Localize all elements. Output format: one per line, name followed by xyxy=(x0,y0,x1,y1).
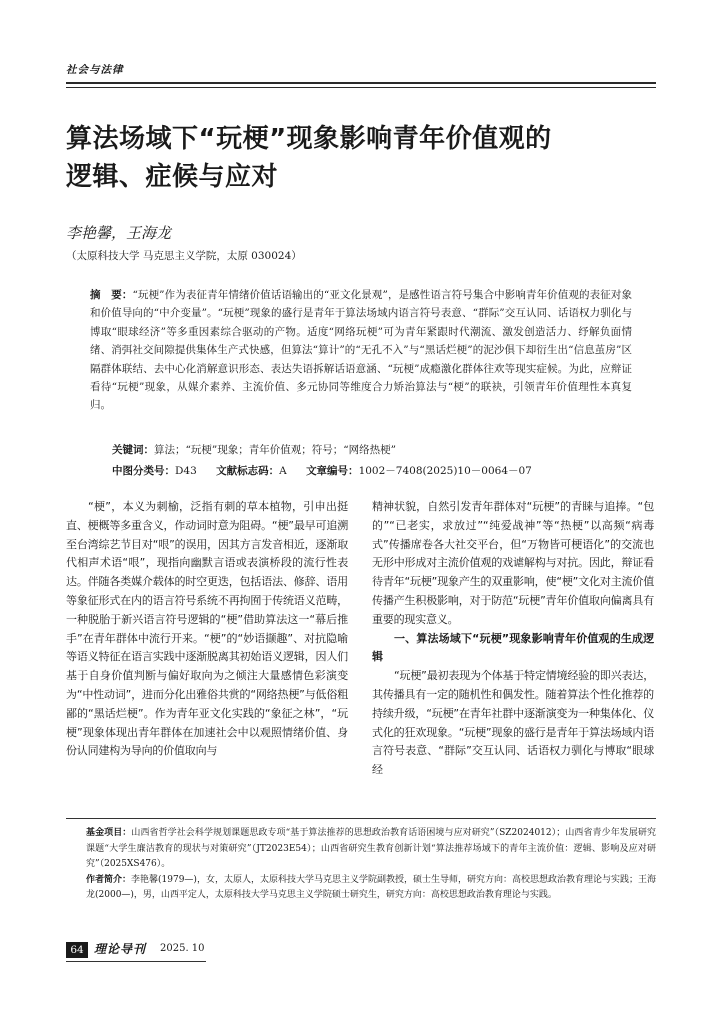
title-line-2: 逻辑、症候与应对 xyxy=(66,162,279,192)
author-bio-text: 李艳馨(1979—)，女，太原人，太原科技大学马克思主义学院副教授，硕士生导师，研究方向：高校思想政治教育理论与实践；王海龙(2000—)，男，山西平定人，太原科技大学马克思主义学院硕士研究生，研究方向：高校思想政治教育理论与实践。 xyxy=(86,874,656,900)
keywords-label: 关键词： xyxy=(112,444,154,456)
funding-label: 基金项目： xyxy=(86,828,132,838)
article-meta xyxy=(112,463,532,478)
clc-label: 中图分类号： xyxy=(112,465,175,477)
title-line-1: 算法场域下“玩梗”现象影响青年价值观的 xyxy=(66,124,552,154)
article-title xyxy=(66,120,666,196)
section-heading: 一、算法场域下“玩梗”现象影响青年价值观的生成逻辑 xyxy=(372,631,654,664)
body-paragraph: 精神状貌，自然引发青年群体对“玩梗”的青睐与追捧。“包的”“已老实，求放过”“纯爱战神”等“热梗”以高频“病毒式”传播席卷各大社交平台，但“万物皆可梗语化”的交流也无形中形成对主流价值观的戏谑解构与对抗。因此，辩证看待青年“玩梗”现象产生的双重影响，使“梗”文化对主流价值传播产生积极影响，对于防范“玩梗”青年价值取向偏离具有重要的现实意义。 xyxy=(372,500,654,626)
body-paragraph: “玩梗”最初表现为个体基于特定情境经验的即兴表达，其传播具有一定的随机性和偶发性。随着算法个性化推荐的持续升级，“玩梗”在青年社群中逐渐演变为一种集体化、仪式化的狂欢现象。“玩梗”现象的盛行是青年于算法场域内语言符号表意、“群际”交互认同、话语权力驯化与博取“眼球经 xyxy=(372,669,654,777)
journal-name: 理论导刊 xyxy=(94,942,147,956)
keywords-text: 算法；“玩梗”现象；青年价值观；符号；“网络热梗” xyxy=(154,444,396,456)
affiliation: （太原科技大学 马克思主义学院，太原 030024） xyxy=(66,250,302,262)
funding-note xyxy=(86,826,656,873)
footer-rule xyxy=(66,961,206,962)
clc-value: D43 xyxy=(175,465,197,477)
footnote-rule xyxy=(66,818,656,819)
issue-date: 2025. 10 xyxy=(160,943,205,954)
section-label: 社会与法律 xyxy=(66,64,124,76)
authors: 李艳馨，王海龙 xyxy=(66,224,172,242)
header-rule xyxy=(66,82,656,84)
funding-text: 山西省哲学社会科学规划课题思政专项“基于算法推荐的思想政治教育话语困境与应对研究”（SZ2024012）；山西省青少年发展研究课题“大学生廉洁教育的现状与对策研究”（JT2023E54）；山西省研究生教育创新计划“算法推荐场域下的青年主流价值：逻辑、影响及应对研究”（2025XS476）。 xyxy=(86,828,656,869)
abstract-text: “玩梗”作为表征青年情绪价值话语输出的“亚文化景观”，是感性语言符号集合中影响青年价值观的表征对象和价值导向的“中介变量”。“玩梗”现象的盛行是青年于算法场域内语言符号表意、“群际”交互认同、话语权力驯化与博取“眼球经济”等多重因素综合驱动的产物。适度“网络玩梗”可为青年紧跟时代潮流、激发创造活力、纾解负面情绪、消弭社交间隙提供集体生产式快感，但算法“算计”的“无孔不入”与“黑话烂梗”的泥沙俱下却衍生出“信息茧房”区隔群体联结、去中心化消解意识形态、表达失语拆解话语意涵、“玩梗”成瘾激化群体往欢等现实症候。为此，应辩证看待“玩梗”现象，从媒介素养、主流价值、多元协同等维度合力矫治算法与“梗”的联袂，引领青年价值理性本真复归。 xyxy=(90,289,632,412)
doc-code-label: 文献标志码： xyxy=(216,465,280,477)
author-bio-label: 作者简介： xyxy=(86,874,132,885)
footnotes xyxy=(86,826,656,904)
doc-code-value: A xyxy=(279,465,287,477)
article-number-value: 1002－7408(2025)10－0064－07 xyxy=(358,465,532,477)
abstract xyxy=(90,286,632,415)
abstract-label: 摘 要： xyxy=(90,289,133,301)
article-number-label: 文章编号： xyxy=(306,465,359,477)
body-paragraph: “梗”，本义为刺榆，泛指有刺的草本植物，引申出挺直、梗概等多重含义，作动词时意为阻碍。“梗”最早可追溯至台湾综艺节目对“哏”的误用，因其方言发音相近，逐渐取代相声术语“哏”，现指向幽默言语或表演桥段的流行性表达。伴随各类媒介载体的时空更迭，包括语法、修辞、语用等象征形式在内的语言符号系统不再拘囿于传统语义范畴，一种脱胎于新兴语言符号逻辑的“梗”借助算法这一“幕后推手”在青年群体中流行开来。“梗”的“妙语撷趣”、对抗隐喻等语义特征在语言实践中逐渐脱离其初始语义逻辑，因人们基于自身价值判断与偏好取向为之倾注大量感情色彩演变为“中性动词”，进而分化出雅俗共赏的“网络热梗”与低俗粗鄙的“黑话烂梗”。作为青年亚文化实践的“象征之林”，“玩梗”现象体现出青年群体在加速社会中以观照情绪价值、身份认同建构为导向的价值取向与 xyxy=(66,500,348,758)
header-rule-thin xyxy=(66,87,656,88)
body-column-right xyxy=(372,498,654,780)
body-column-left xyxy=(66,498,348,761)
page-number: 64 xyxy=(66,942,88,958)
author-bio-note xyxy=(86,873,656,904)
keywords xyxy=(112,442,396,457)
